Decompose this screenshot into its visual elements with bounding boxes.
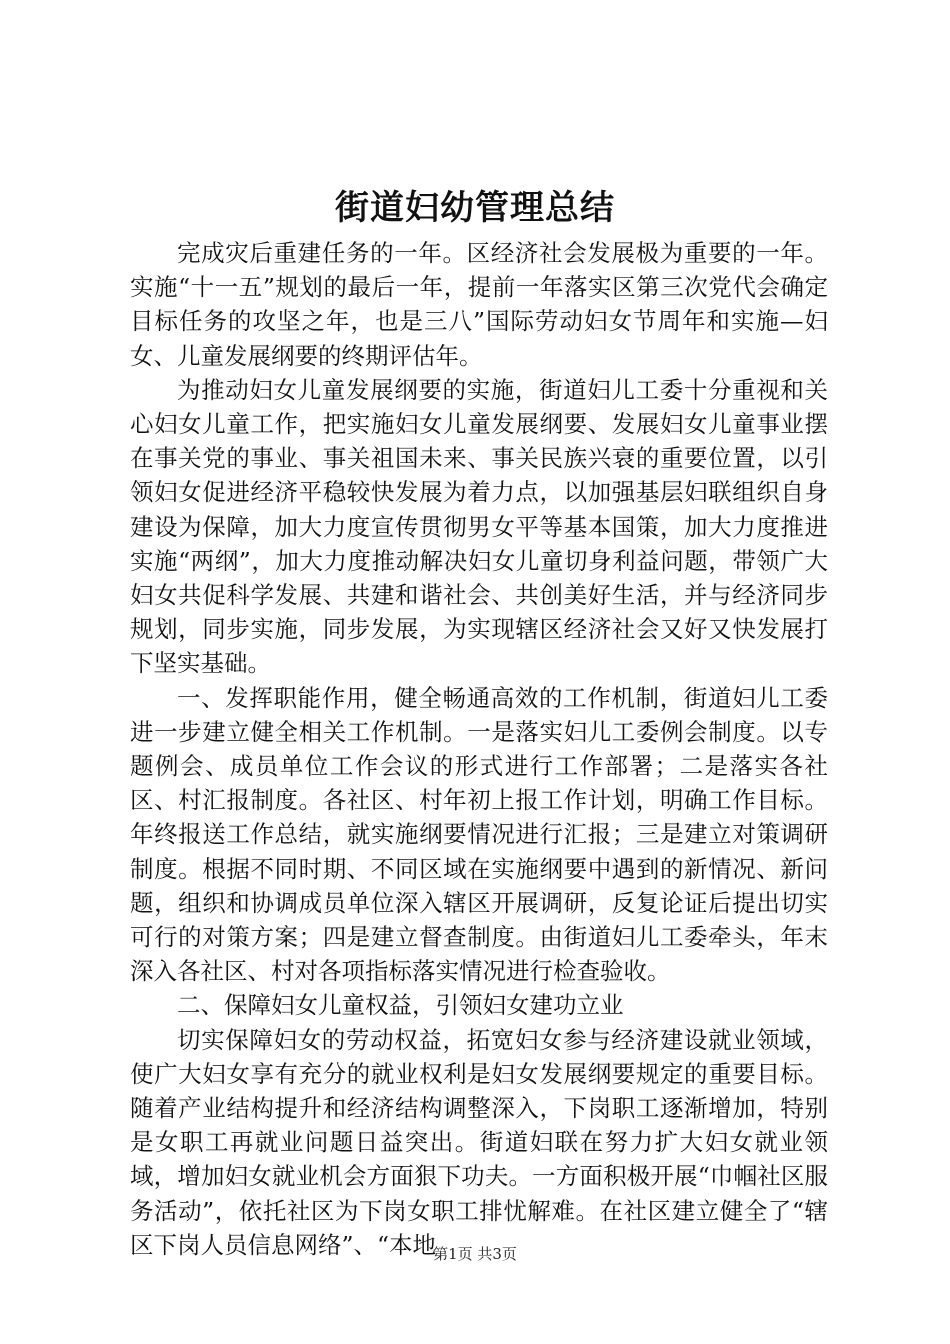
page-number-footer: 第1页 共3页 — [433, 1245, 517, 1263]
document-body — [130, 236, 828, 1262]
paragraph-2: 为推动妇女儿童发展纲要的实施，街道妇儿工委十分重视和关心妇女儿童工作，把实施妇女儿童发展纲要、发展妇女儿童事业摆在事关党的事业、事关祖国未来、事关民族兴衰的重要位置，以引领妇女促进经济平稳较快发展为着力点，以加强基层妇联组织自身建设为保障，加大力度宣传贯彻男女平等基本国策，加大力度推进实施“两纲”，加大力度推动解决妇女儿童切身利益问题，带领广大妇女共促科学发展、共建和谐社会、共创美好生活，并与经济同步规划，同步实施，同步发展，为实现辖区经济社会又好又快发展打下坚实基础。 — [130, 375, 828, 678]
paragraph-1: 完成灾后重建任务的一年。区经济社会发展极为重要的一年。实施“十一五”规划的最后一年，提前一年落实区第三次党代会确定目标任务的攻坚之年，也是三八”国际劳动妇女节周年和实施—妇女、儿童发展纲要的终期评估年。 — [130, 239, 828, 370]
document-title: 街道妇幼管理总结 — [335, 188, 615, 228]
paragraph-3: 一、发挥职能作用，健全畅通高效的工作机制，街道妇儿工委进一步建立健全相关工作机制。一是落实妇儿工委例会制度。以专题例会、成员单位工作会议的形式进行工作部署；二是落实各社区、村汇报制度。各社区、村年初上报工作计划，明确工作目标。年终报送工作总结，就实施纲要情况进行汇报；三是建立对策调研制度。根据不同时期、不同区域在实施纲要中遇到的新情况、新问题，组织和协调成员单位深入辖区开展调研，反复论证后提出切实可行的对策方案；四是建立督查制度。由街道妇儿工委牵头，年末深入各社区、村对各项指标落实情况进行检查验收。 — [130, 683, 828, 986]
paragraph-5: 切实保障妇女的劳动权益，拓宽妇女参与经济建设就业领域，使广大妇女享有充分的就业权利是妇女发展纲要规定的重要目标。随着产业结构提升和经济结构调整深入，下岗职工逐渐增加，特别是女职工再就业问题日益突出。街道妇联在努力扩大妇女就业领域，增加妇女就业机会方面狠下功夫。一方面积极开展“巾帼社区服务活动”，依托社区为下岗女职工排忧解难。在社区建立健全了“辖区下岗人员信息网络”、“本地 — [130, 1025, 828, 1259]
section-heading-2: 二、保障妇女儿童权益，引领妇女建功立业 — [177, 991, 624, 1020]
